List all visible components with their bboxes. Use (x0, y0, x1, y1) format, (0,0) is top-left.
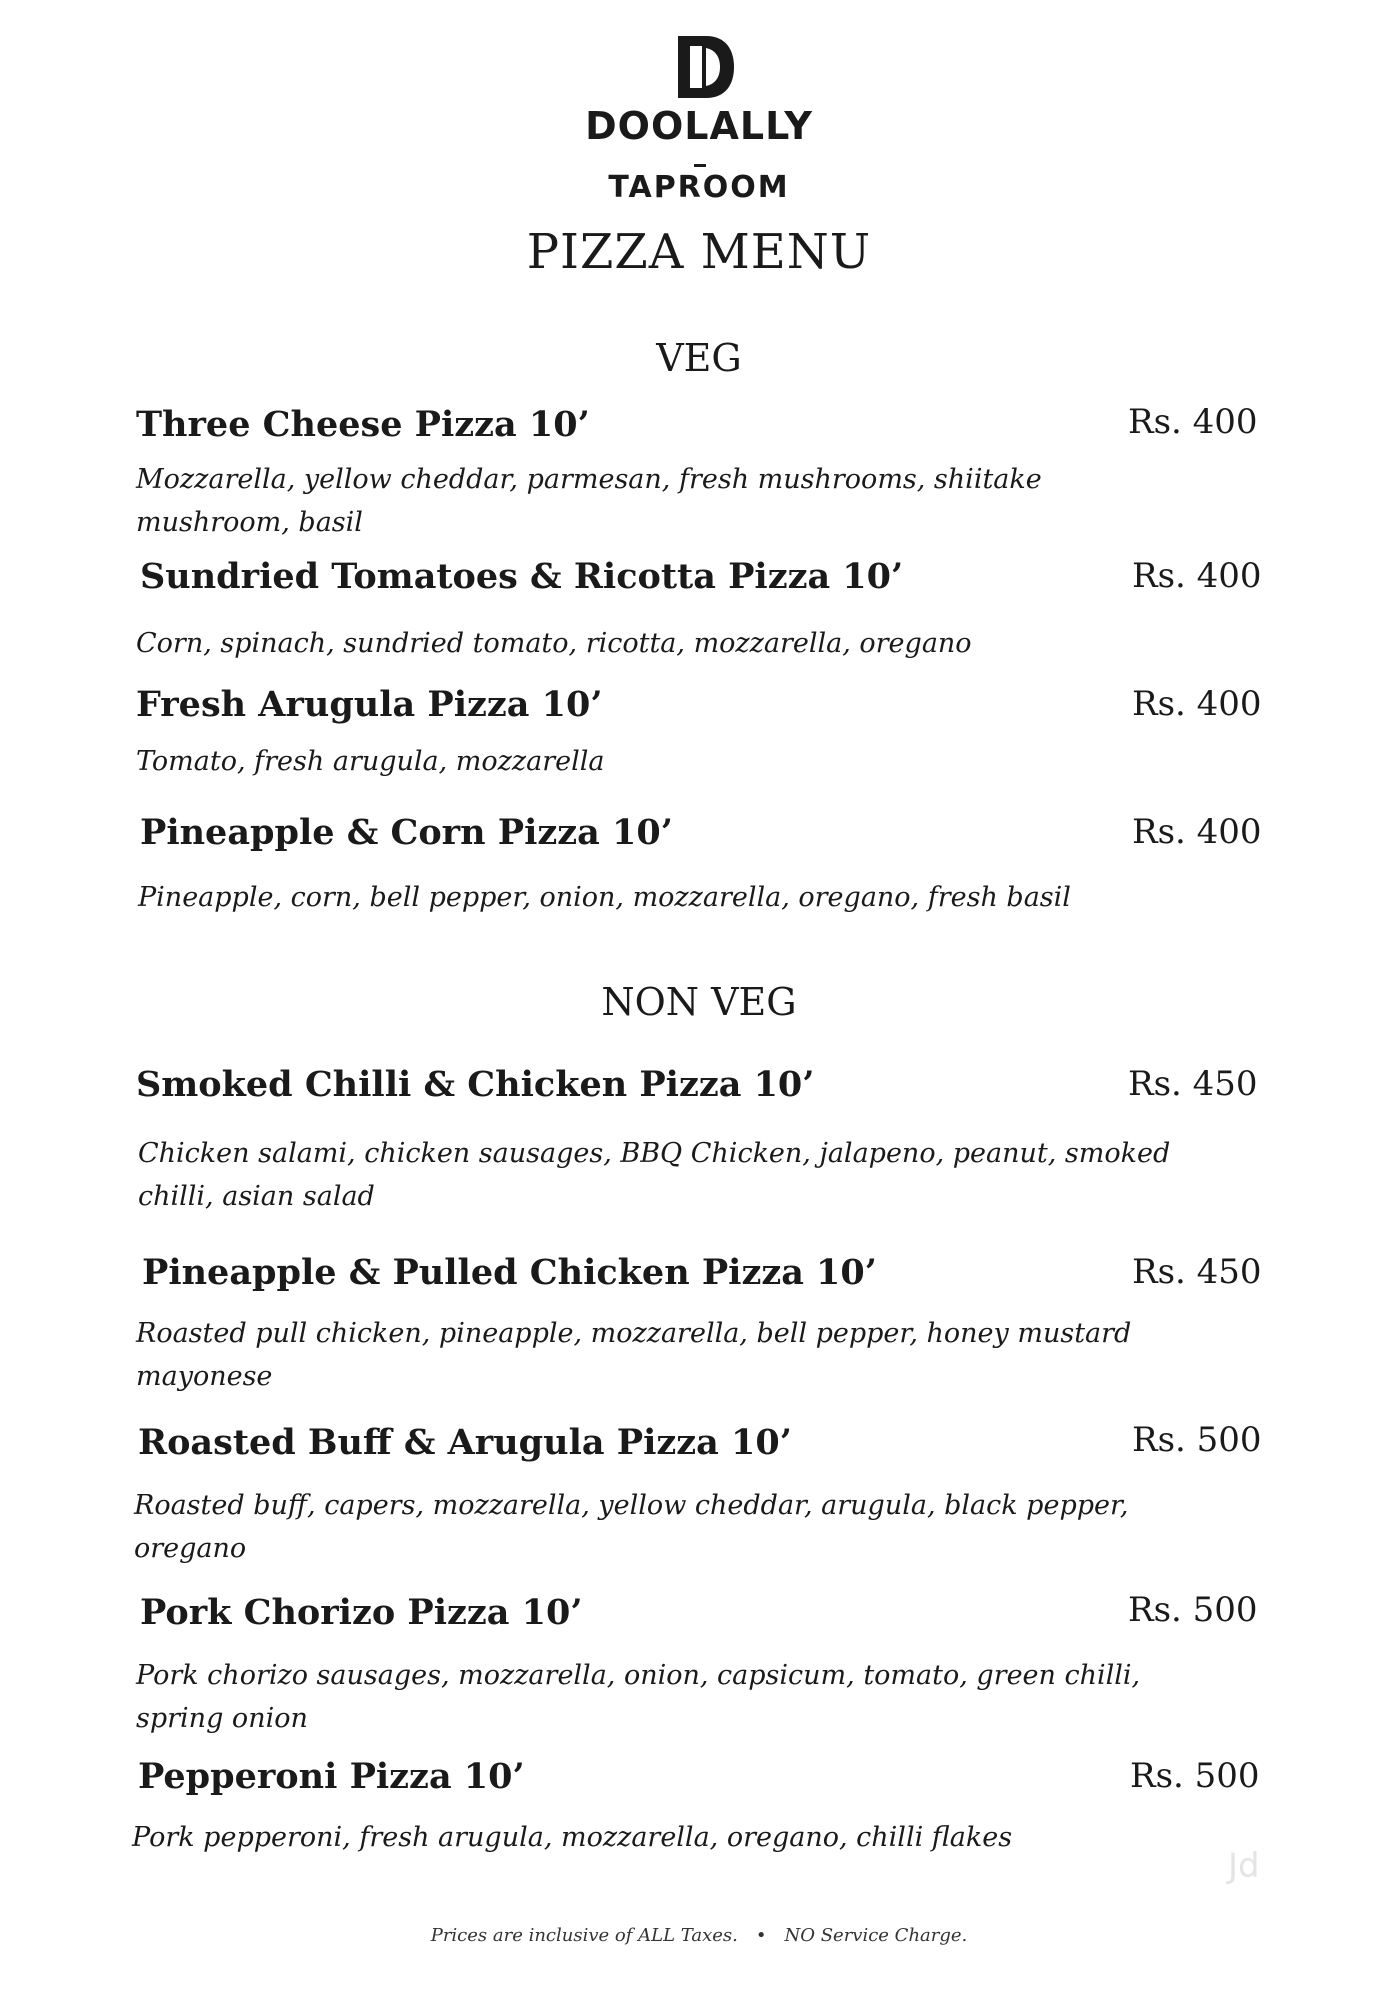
menu-item-description: Pork pepperoni, fresh arugula, mozzarella, oregano, chilli flakes (132, 1822, 1013, 1853)
menu-item-description: Roasted buff, capers, mozzarella, yellow cheddar, arugula, black pepper, oregano (134, 1490, 1129, 1564)
menu-item-price: Rs. 500 (1130, 1756, 1260, 1796)
brand-name: DOOLALLY (585, 104, 813, 148)
section-title-non-veg: NON VEG (601, 980, 797, 1024)
brand-divider (694, 164, 706, 167)
menu-item-description: Mozzarella, yellow cheddar, parmesan, fresh mushrooms, shiitake mushroom, basil (136, 464, 1042, 538)
menu-item-price: Rs. 400 (1132, 684, 1262, 724)
menu-item-name: Pork Chorizo Pizza 10’ (140, 1592, 583, 1633)
taxes-note: Prices are inclusive of ALL Taxes. (430, 1925, 738, 1946)
menu-item-description: Corn, spinach, sundried tomato, ricotta, mozzarella, oregano (136, 628, 972, 659)
doolally-logo-icon (676, 34, 736, 100)
menu-item-price: Rs. 500 (1132, 1420, 1262, 1460)
menu-item-price: Rs. 450 (1128, 1064, 1258, 1104)
menu-item-name: Fresh Arugula Pizza 10’ (136, 684, 603, 725)
menu-item-price: Rs. 400 (1132, 556, 1262, 596)
menu-item-name: Sundried Tomatoes & Ricotta Pizza 10’ (140, 556, 904, 597)
footer-note (0, 1925, 1398, 1946)
menu-item-name: Roasted Buff & Arugula Pizza 10’ (138, 1422, 792, 1463)
menu-item-description: Pork chorizo sausages, mozzarella, onion, capsicum, tomato, green chilli, spring onion (136, 1660, 1141, 1734)
brand-subtitle: TAPROOM (608, 170, 790, 205)
menu-item-name: Smoked Chilli & Chicken Pizza 10’ (136, 1064, 815, 1105)
menu-item-price: Rs. 500 (1128, 1590, 1258, 1630)
menu-item-description: Roasted pull chicken, pineapple, mozzarella, bell pepper, honey mustard mayonese (136, 1318, 1132, 1392)
menu-item-price: Rs. 400 (1128, 402, 1258, 442)
menu-item-price: Rs. 400 (1132, 812, 1262, 852)
menu-item-name: Pineapple & Corn Pizza 10’ (140, 812, 673, 853)
menu-item-description: Chicken salami, chicken sausages, BBQ Chicken, jalapeno, peanut, smoked chilli, asian salad (138, 1138, 1171, 1212)
menu-item-description: Pineapple, corn, bell pepper, onion, mozzarella, oregano, fresh basil (138, 882, 1071, 913)
menu-item-price: Rs. 450 (1132, 1252, 1262, 1292)
menu-item-name: Three Cheese Pizza 10’ (136, 404, 590, 445)
menu-item-name: Pepperoni Pizza 10’ (138, 1756, 525, 1797)
watermark-logo: Jd (1228, 1846, 1260, 1886)
section-title-veg: VEG (656, 336, 742, 380)
menu-item-description: Tomato, fresh arugula, mozzarella (136, 746, 605, 777)
bullet-separator: • (755, 1925, 767, 1946)
menu-item-name: Pineapple & Pulled Chicken Pizza 10’ (142, 1252, 877, 1293)
menu-title: PIZZA MENU (526, 224, 872, 280)
service-charge-note: NO Service Charge. (784, 1925, 968, 1946)
